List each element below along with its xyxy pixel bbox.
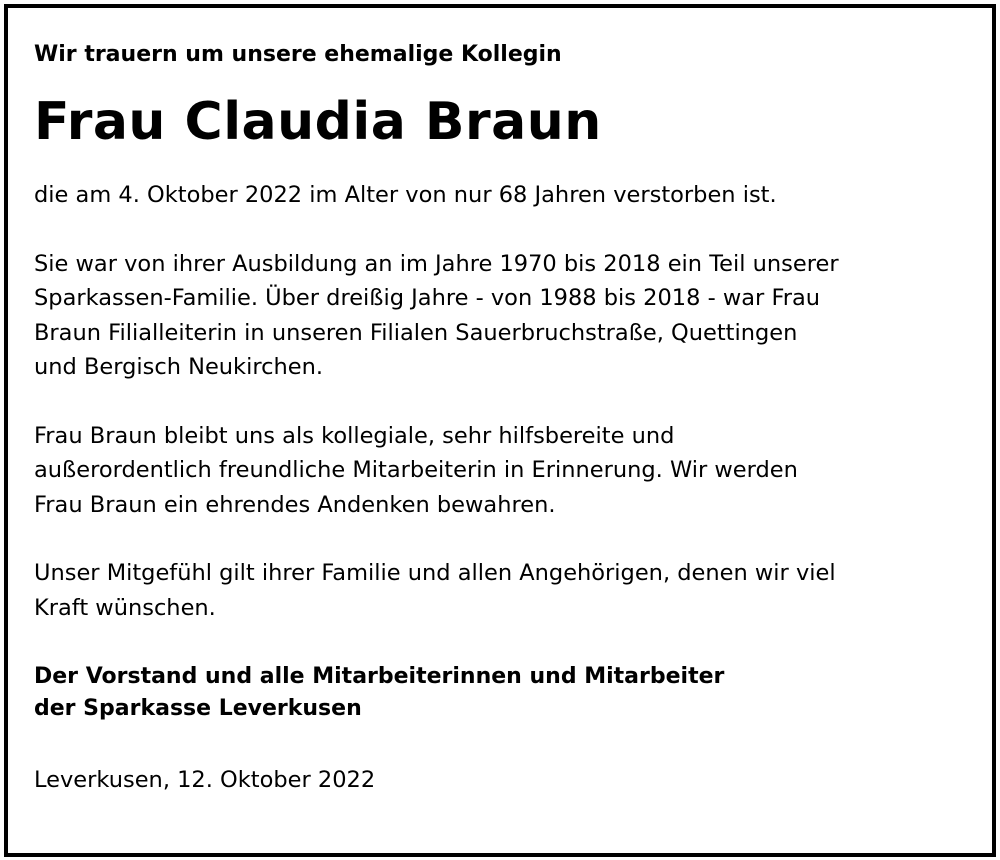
paragraph-line: Sie war von ihrer Ausbildung an im Jahre 1970 bis 2018 ein Teil unserer <box>34 250 839 277</box>
paragraph-death-date: die am 4. Oktober 2022 im Alter von nur 68 Jahren verstorben ist. <box>34 182 777 208</box>
paragraph-line: Kraft wünschen. <box>34 594 216 621</box>
paragraph-career <box>34 247 954 385</box>
paragraph-line: und Bergisch Neukirchen. <box>34 354 323 380</box>
intro-line: Wir trauern um unsere ehemalige Kollegin <box>34 42 562 67</box>
paragraph-line: Frau Braun ein ehrendes Andenken bewahren. <box>34 491 556 518</box>
paragraph-line: Braun Filialleiterin in unseren Filialen Sauerbruchstraße, Quettingen <box>34 319 798 346</box>
place-and-date: Leverkusen, 12. Oktober 2022 <box>34 767 376 793</box>
paragraph-line: Frau Braun bleibt uns als kollegiale, sehr hilfsbereite und <box>34 422 675 449</box>
paragraph-line: außerordentlich freundliche Mitarbeiterin in Erinnerung. Wir werden <box>34 457 798 483</box>
obituary-notice <box>34 38 954 797</box>
paragraph-condolence <box>34 556 954 625</box>
paragraph-remembrance <box>34 419 954 523</box>
signature-block <box>34 661 954 725</box>
signature-line: Der Vorstand und alle Mitarbeiterinnen und Mitarbeiter <box>34 664 725 689</box>
paragraph-line: Sparkassen-Familie. Über dreißig Jahre - von 1988 bis 2018 - war Frau <box>34 285 821 311</box>
signature-line: der Sparkasse Leverkusen <box>34 696 362 721</box>
deceased-name: Frau Claudia Braun <box>34 92 602 152</box>
paragraph-line: Unser Mitgefühl gilt ihrer Familie und allen Angehörigen, denen wir viel <box>34 560 836 586</box>
